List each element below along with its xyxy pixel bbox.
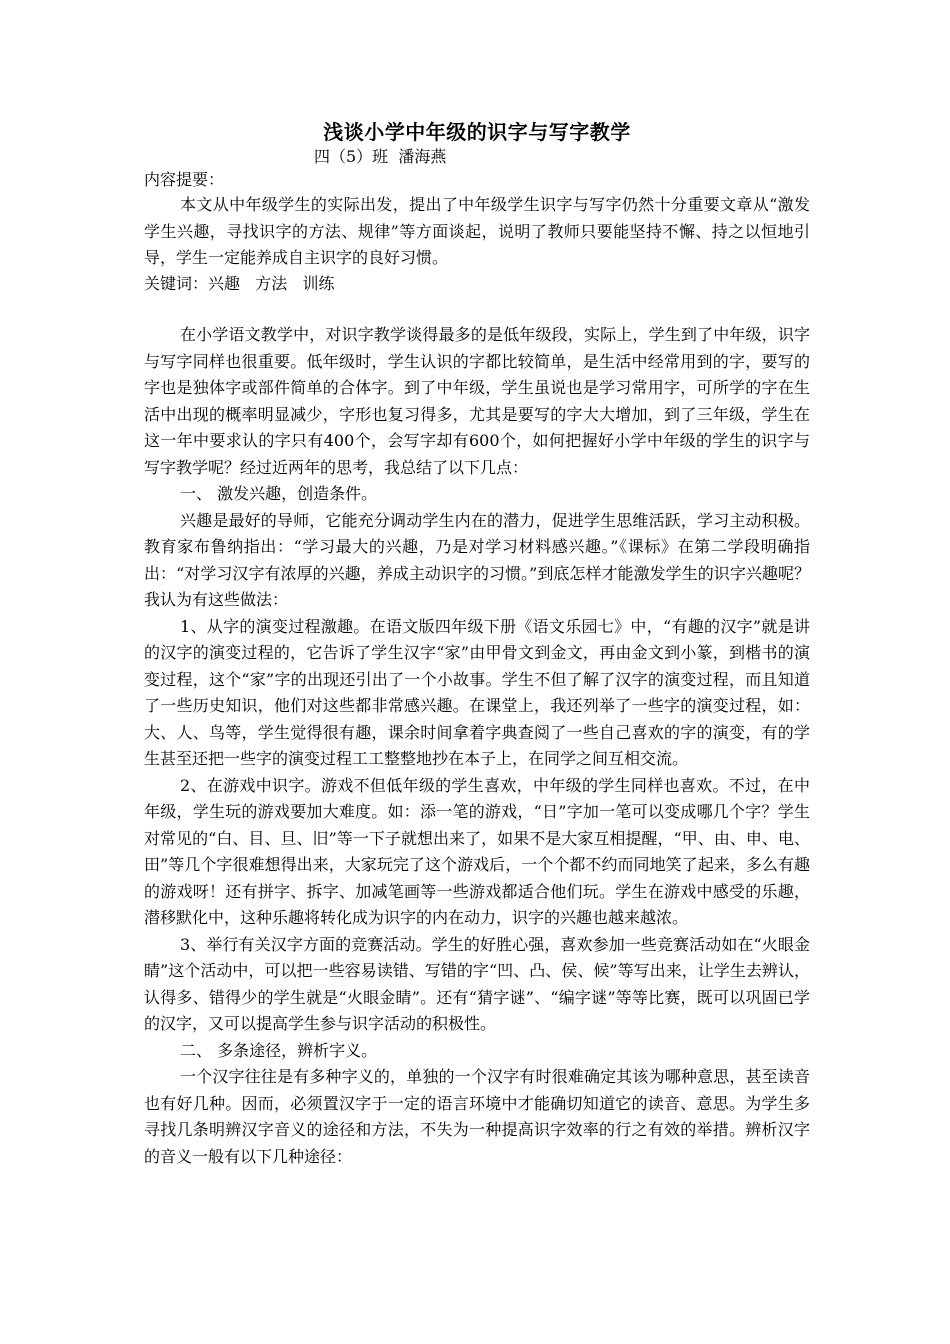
abstract-text: 本文从中年级学生的实际出发，提出了中年级学生识字与写字仍然十分重要文章从“激发学生兴趣，寻找识字的方法、规律”等方面谈起，说明了教师只要能坚持不懈、持之以恒地引导，学生一定能养成自主识字的良好习惯。 xyxy=(144,195,810,267)
abstract-label: 内容提要： xyxy=(144,170,225,189)
item-2-paragraph: 2、在游戏中识字。游戏不但低年级的学生喜欢，中年级的学生同样也喜欢。不过，在中年级，学生玩的游戏要加大难度。如：添一笔的游戏，“日”字加一笔可以变成哪几个字？学生对常见的“白、目、旦、旧”等一下子就想出来了，如果不是大家互相提醒，“甲、由、申、电、田”等几个字很难想得出来，大家玩完了这个游戏后，一个个都不约而同地笑了起来，多么有趣的游戏呀！还有拼字、拆字、加减笔画等一些游戏都适合他们玩。学生在游戏中感受的乐趣，潜移默化中，这种乐趣将转化成为识字的内在动力，识字的兴趣也越来越浓。 xyxy=(144,775,810,927)
author-byline: 四（5）班 潘海燕 xyxy=(314,147,447,166)
item-1-paragraph: 1、从字的演变过程激趣。在语文版四年级下册《语文乐园七》中，“有趣的汉字”就是讲的汉字的演变过程的，它告诉了学生汉字“家”由甲骨文到金文，再由金文到小篆，到楷书的演变过程，这个“家”字的出现还引出了一个小故事。学生不但了解了汉字的演变过程，而且知道了一些历史知识，他们对这些都非常感兴趣。在课堂上，我还列举了一些字的演变过程，如：大、人、鸟等，学生觉得很有趣，课余时间拿着字典查阅了一些自己喜欢的字的演变，有的学生甚至还把一些字的演变过程工工整整地抄在本子上，在同学之间互相交流。 xyxy=(144,616,810,768)
intro-paragraph: 在小学语文教学中，对识字教学谈得最多的是低年级段，实际上，学生到了中年级，识字与写字同样也很重要。低年级时，学生认识的字都比较简单，是生活中经常用到的字，要写的字也是独体字或部件简单的合体字。到了中年级，学生虽说也是学习常用字，可所学的字在生活中出现的概率明显减少，字形也复习得多，尤其是要写的字大大增加，到了三年级，学生在这一年中要求认的字只有400个，会写字却有600个，如何把握好小学中年级的学生的识字与写字教学呢？经过近两年的思考，我总结了以下几点： xyxy=(144,325,810,477)
blank-line xyxy=(144,296,810,323)
section-heading-2: 二、 多条途径，辨析字义。 xyxy=(180,1040,378,1060)
document-title: 浅谈小学中年级的识字与写字教学 xyxy=(323,120,631,144)
document-body xyxy=(144,118,810,1170)
item-3-paragraph: 3、举行有关汉字方面的竞赛活动。学生的好胜心强，喜欢参加一些竞赛活动如在“火眼金睛”这个活动中，可以把一些容易读错、写错的字“凹、凸、侯、候”等写出来，让学生去辨认，认得多、错得少的学生就是“火眼金睛”。还有“猜字谜”、“编字谜”等等比赛，既可以巩固已学的汉字，又可以提高学生参与识字活动的积极性。 xyxy=(144,934,810,1033)
section-2-paragraph: 一个汉字往往是有多种字义的，单独的一个汉字有时很难确定其该为哪种意思，甚至读音也有好几种。因而，必须置汉字于一定的语言环境中才能确切知道它的读音、意思。为学生多寻找几条明辨汉字音义的途径和方法，不失为一种提高识字效率的行之有效的举措。辨析汉字的音义一般有以下几种途径： xyxy=(144,1067,810,1166)
section-heading-1: 一、 激发兴趣，创造条件。 xyxy=(180,484,378,503)
section-1-intro: 兴趣是最好的导师，它能充分调动学生内在的潜力，促进学生思维活跃，学习主动积极。教育家布鲁纳指出：“学习最大的兴趣，乃是对学习材料感兴趣。”《课标》在第二学段明确指出：“对学习汉字有浓厚的兴趣，养成主动识字的习惯。”到底怎样才能激发学生的识字兴趣呢？我认为有这些做法： xyxy=(144,510,810,609)
keywords-line: 关键词：兴趣 方法 训练 xyxy=(144,273,335,293)
